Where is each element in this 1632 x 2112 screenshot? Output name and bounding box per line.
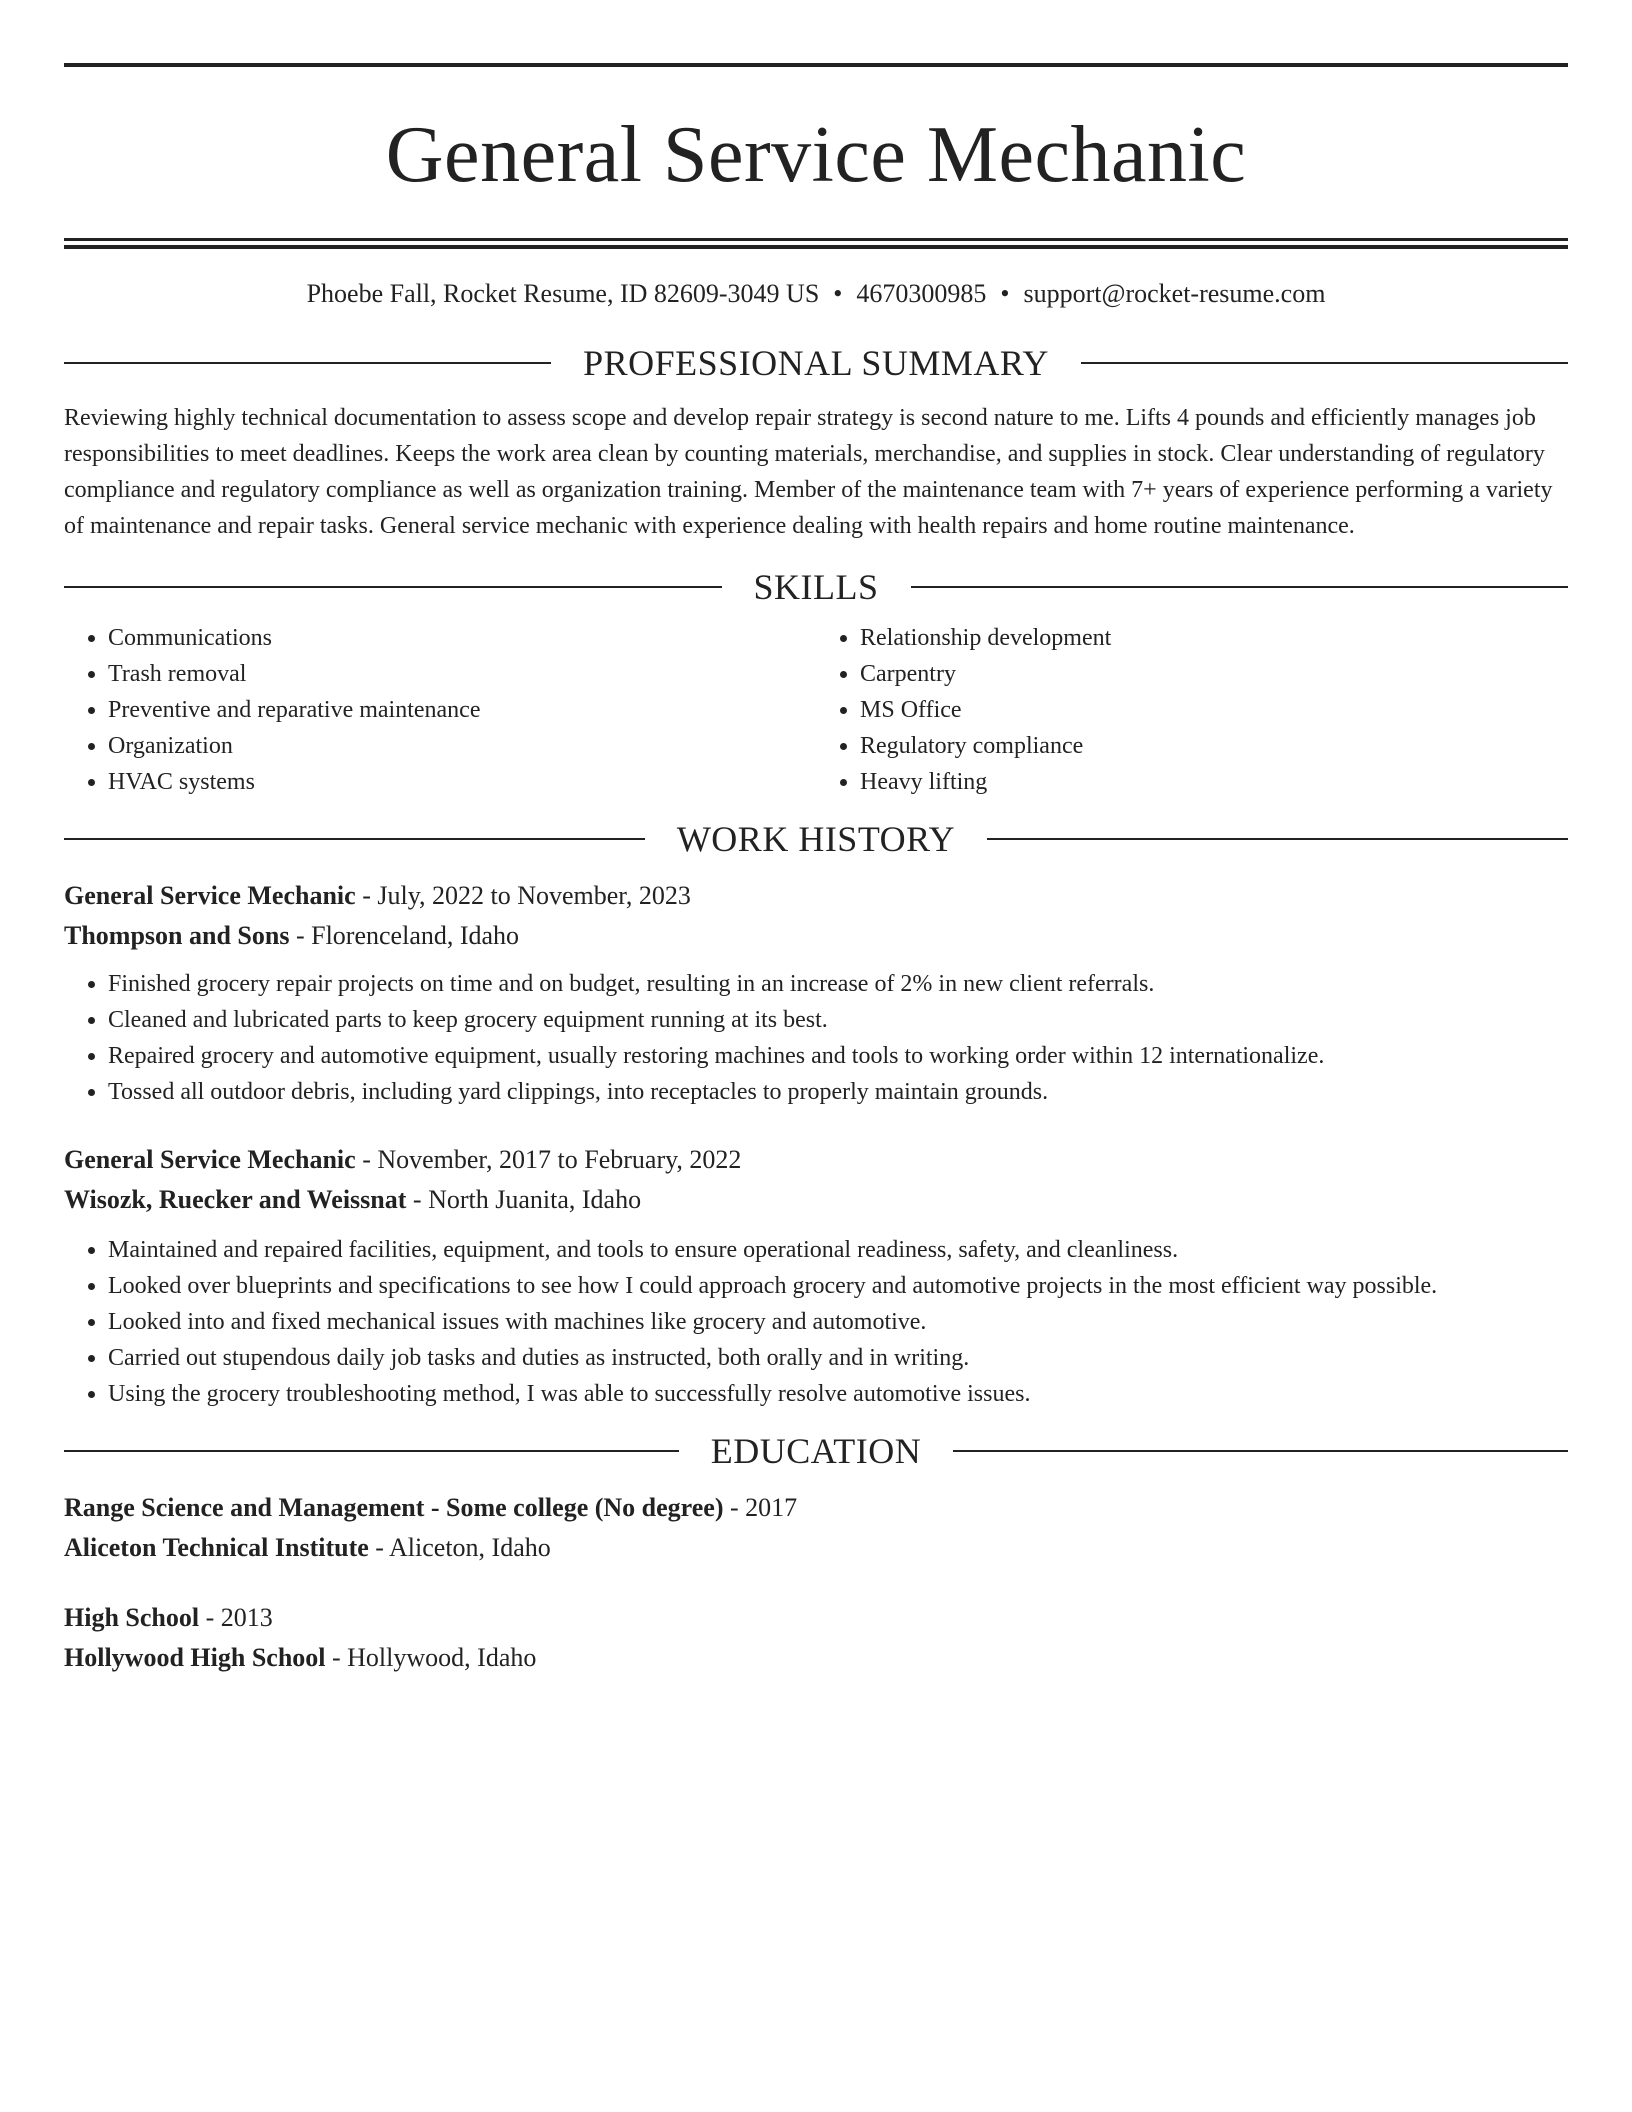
section-title: PROFESSIONAL SUMMARY	[583, 343, 1049, 383]
education-school-line	[64, 1638, 1568, 1678]
section-title: SKILLS	[753, 567, 879, 607]
section-heading-work	[64, 814, 1568, 864]
skills-column-left	[64, 620, 816, 800]
job-location: - Florenceland, Idaho	[289, 921, 520, 950]
skill-item: • Preventive and reparative maintenance	[108, 692, 816, 728]
contact-email: support@rocket-resume.com	[1023, 279, 1326, 308]
heading-rule	[64, 838, 645, 840]
heading-rule	[953, 1450, 1568, 1452]
section-heading-skills	[64, 562, 1568, 612]
job-bullet: • Looked over blueprints and specifications to see how I could approach grocery and automotive projects in the most efficient way possible.	[108, 1268, 1568, 1304]
job-entry	[64, 876, 1568, 1110]
education-degree: Range Science and Management - Some college (No degree)	[64, 1493, 724, 1522]
summary-text: Reviewing highly technical documentation to assess scope and develop repair strategy is second nature to me. Lifts 4 pounds and efficiently manages job responsibilities to meet deadlines. Keeps the work area clean by counting materials, merchandise, and supplies in stock. Clear understanding of regulatory compliance and regulatory compliance as well as organization training. Member of the maintenance team with 7+ years of experience performing a variety of maintenance and repair tasks. General service mechanic with experience dealing with health repairs and home routine maintenance.	[64, 405, 1553, 539]
job-dates: - July, 2022 to November, 2023	[355, 881, 691, 910]
skill-item: • HVAC systems	[108, 764, 816, 800]
skill-item: • Organization	[108, 728, 816, 764]
skill-item: • Trash removal	[108, 656, 816, 692]
top-divider	[64, 63, 1568, 67]
contact-separator: •	[833, 279, 843, 308]
skills-list	[64, 620, 1568, 800]
contact-separator: •	[1000, 279, 1010, 308]
job-bullet: • Repaired grocery and automotive equipment, usually restoring machines and tools to working order within 12 internationalize.	[108, 1038, 1568, 1074]
job-bullet: • Maintained and repaired facilities, equipment, and tools to ensure operational readiness, safety, and cleanliness.	[108, 1232, 1568, 1268]
job-bullet: • Using the grocery troubleshooting method, I was able to successfully resolve automotive issues.	[108, 1376, 1568, 1412]
heading-rule	[1081, 362, 1568, 364]
job-company: Thompson and Sons	[64, 921, 290, 950]
contact-line	[64, 276, 1568, 312]
heading-rule	[64, 362, 551, 364]
section-heading-education	[64, 1426, 1568, 1476]
education-degree: High School	[64, 1603, 200, 1632]
job-bullet: • Carried out stupendous daily job tasks and duties as instructed, both orally and in writing.	[108, 1340, 1568, 1376]
job-entry	[64, 1140, 1568, 1412]
job-company-line	[64, 916, 1568, 956]
section-heading-summary	[64, 338, 1568, 388]
skill-item: • MS Office	[860, 692, 1568, 728]
skill-item: • Carpentry	[860, 656, 1568, 692]
job-title-line	[64, 876, 1568, 916]
job-location: - North Juanita, Idaho	[406, 1185, 642, 1214]
skill-item: • Communications	[108, 620, 816, 656]
job-title: General Service Mechanic	[64, 1145, 356, 1174]
heading-rule	[987, 838, 1568, 840]
education-school-line	[64, 1528, 1568, 1568]
resume-page	[64, 0, 1568, 1678]
education-degree-line	[64, 1488, 1568, 1528]
job-bullet: • Tossed all outdoor debris, including yard clippings, into receptacles to properly maintain grounds.	[108, 1074, 1568, 1110]
skills-column-right	[816, 620, 1568, 800]
heading-rule	[64, 586, 722, 588]
education-school: Hollywood High School	[64, 1643, 326, 1672]
job-company-line	[64, 1180, 1568, 1220]
job-bullets	[64, 1232, 1568, 1412]
name-divider	[64, 238, 1568, 249]
skill-item: • Regulatory compliance	[860, 728, 1568, 764]
job-company: Wisozk, Ruecker and Weissnat	[64, 1185, 407, 1214]
education-entry	[64, 1488, 1568, 1568]
education-year: - 2013	[199, 1603, 273, 1632]
job-bullets	[64, 966, 1568, 1110]
education-location: - Hollywood, Idaho	[325, 1643, 537, 1672]
education-school: Aliceton Technical Institute	[64, 1533, 369, 1562]
job-bullet: • Looked into and fixed mechanical issues with machines like grocery and automotive.	[108, 1304, 1568, 1340]
job-title-line	[64, 1140, 1568, 1180]
section-title: WORK HISTORY	[676, 819, 956, 859]
job-bullet: • Cleaned and lubricated parts to keep grocery equipment running at its best.	[108, 1002, 1568, 1038]
contact-address: Phoebe Fall, Rocket Resume, ID 82609-3049 US	[306, 279, 820, 308]
education-degree-line	[64, 1598, 1568, 1638]
heading-rule	[911, 586, 1569, 588]
job-bullet: • Finished grocery repair projects on time and on budget, resulting in an increase of 2% in new client referrals.	[108, 966, 1568, 1002]
job-title: General Service Mechanic	[64, 881, 356, 910]
skill-item: • Heavy lifting	[860, 764, 1568, 800]
job-dates: - November, 2017 to February, 2022	[355, 1145, 742, 1174]
section-title: EDUCATION	[710, 1431, 922, 1471]
education-location: - Aliceton, Idaho	[368, 1533, 551, 1562]
contact-phone: 4670300985	[856, 279, 987, 308]
skill-item: • Relationship development	[860, 620, 1568, 656]
heading-rule	[64, 1450, 679, 1452]
education-entry	[64, 1598, 1568, 1678]
candidate-name: General Service Mechanic	[385, 111, 1247, 199]
education-year: - 2017	[723, 1493, 798, 1522]
